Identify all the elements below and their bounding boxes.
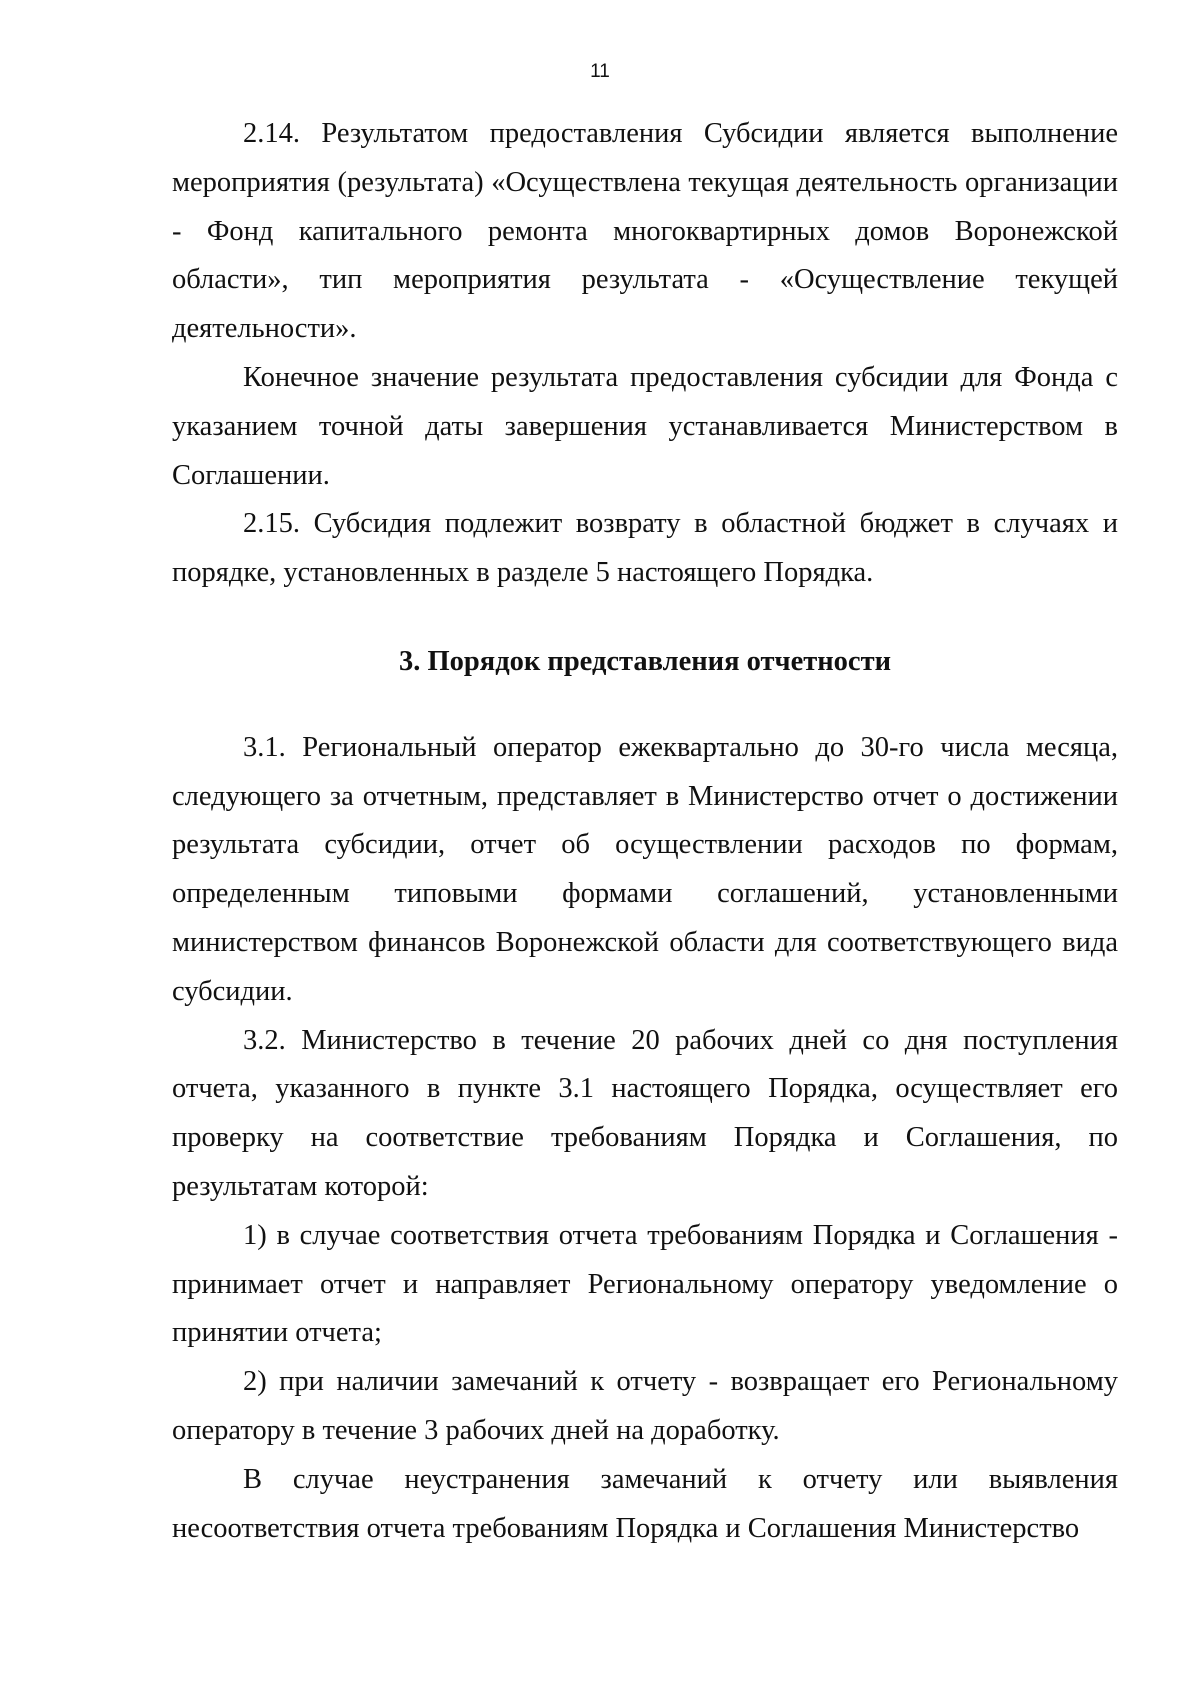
paragraph-final-value: Конечное значение результата предоставления субсидии для Фонда с указанием точной даты завершения устанавливается Министерством в Соглашении. bbox=[172, 361, 1118, 491]
page-number: 11 bbox=[590, 61, 610, 82]
paragraph-3-2: 3.2. Министерство в течение 20 рабочих дней со дня поступления отчета, указанного в пункте 3.1 настоящего Порядка, осуществляет его проверку на соответствие требованиям Порядка и Соглашения, по результатам которой: bbox=[172, 1024, 1118, 1202]
list-item-2: 2) при наличии замечаний к отчету - возвращает его Региональному оператору в течение 3 рабочих дней на доработку. bbox=[172, 1366, 1118, 1446]
section-heading: 3. Порядок представления отчетности bbox=[399, 645, 891, 677]
list-item-1: 1) в случае соответствия отчета требованиям Порядка и Соглашения - принимает отчет и направляет Региональному оператору уведомление о принятии отчета; bbox=[172, 1219, 1118, 1349]
paragraph-non-compliance: В случае неустранения замечаний к отчету или выявления несоответствия отчета требованиям Порядка и Соглашения Министерство bbox=[172, 1463, 1118, 1544]
paragraph-2-14: 2.14. Результатом предоставления Субсидии является выполнение мероприятия (результата) «Осуществлена текущая деятельность организации - Фонд капитального ремонта многоквартирных домов Воронежской области», тип мероприятия результата - «Осуществление текущей деятельности». bbox=[172, 118, 1118, 345]
paragraph-3-1: 3.1. Региональный оператор ежеквартально до 30-го числа месяца, следующего за отчетным, представляет в Министерство отчет о достижении результата субсидии, отчет об осуществлении расходов по формам, определенным типовыми формами соглашений, установленными министерством финансов Воронежской области для соответствующего вида субсидии. bbox=[172, 731, 1118, 1007]
paragraph-2-15: 2.15. Субсидия подлежит возврату в областной бюджет в случаях и порядке, установленных в разделе 5 настоящего Порядка. bbox=[172, 508, 1118, 589]
document-body bbox=[172, 110, 1118, 1553]
